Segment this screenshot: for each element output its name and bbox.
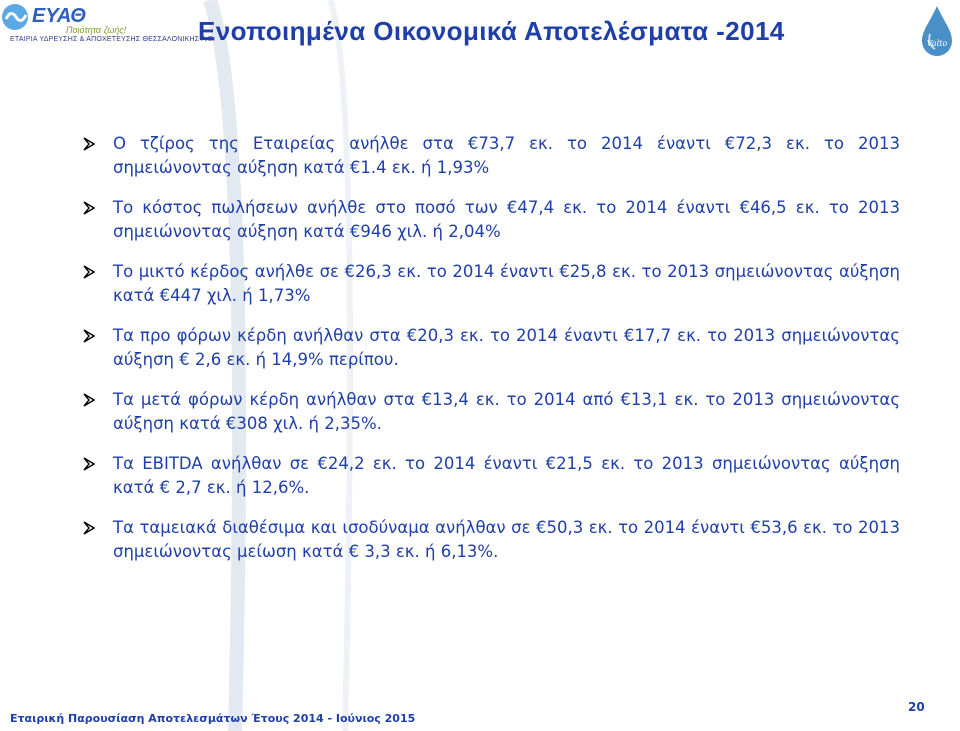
list-item-text: Τα προ φόρων κέρδη ανήλθαν στα €20,3 εκ. το 2014 έναντι €17,7 εκ. το 2013 σημειώνοντας αύξηση € 2,6 εκ. ή 14,9% περίπου. (113, 326, 900, 369)
arrow-bullet-icon (82, 393, 96, 407)
page-title: Ενοποιημένα Οικονομικά Αποτελέσματα -2014 (198, 16, 785, 46)
arrow-bullet-icon (82, 457, 96, 471)
results-list (80, 132, 900, 580)
list-item (80, 260, 900, 308)
water-drop-icon (918, 4, 956, 60)
footer-text: Εταιρική Παρουσίαση Αποτελεσμάτων Έτους 2014 - Ιούνιος 2015 (10, 712, 416, 725)
list-item-text: Ο τζίρος της Εταιρείας ανήλθε στα €73,7 εκ. το 2014 έναντι €72,3 εκ. το 2013 σημειώνοντας αύξηση κατά €1.4 εκ. ή 1,93% (113, 134, 900, 177)
list-item-text: Το κόστος πωλήσεων ανήλθε στο ποσό των €47,4 εκ. το 2014 έναντι €46,5 εκ. το 2013 σημειώνοντας αύξηση κατά €946 χιλ. ή 2,04% (113, 198, 900, 241)
logo-name: ΕΥΑΘ (32, 5, 86, 27)
arrow-bullet-icon (82, 329, 96, 343)
list-item (80, 388, 900, 436)
drop-label: Valto (926, 39, 948, 48)
arrow-bullet-icon (82, 137, 96, 151)
list-item-text: Τα EBITDA ανήλθαν σε €24,2 εκ. το 2014 έναντι €21,5 εκ. το 2013 σημειώνοντας αύξηση κατά € 2,7 εκ. ή 12,6%. (113, 454, 900, 497)
list-item-text: Το μικτό κέρδος ανήλθε σε €26,3 εκ. το 2014 έναντι €25,8 εκ. το 2013 σημειώνοντας αύξηση κατά €447 χιλ. ή 1,73% (113, 262, 900, 305)
logo-subtitle: ΕΤΑΙΡΙΑ ΥΔΡΕΥΣΗΣ & ΑΠΟΧΕΤΕΥΣΗΣ ΘΕΣΣΑΛΟΝΙΚΗΣ Α.Ε. (10, 36, 216, 43)
company-logo (0, 0, 216, 50)
list-item (80, 196, 900, 244)
arrow-bullet-icon (82, 201, 96, 215)
logo-tagline: Ποιότητα ζωής! (66, 25, 127, 35)
logo-mark (0, 0, 127, 36)
list-item (80, 452, 900, 500)
arrow-bullet-icon (82, 265, 96, 279)
page-number: 20 (908, 700, 925, 714)
list-item (80, 324, 900, 372)
list-item (80, 132, 900, 180)
list-item-text: Τα ταμειακά διαθέσιμα και ισοδύναμα ανήλθαν σε €50,3 εκ. το 2014 έναντι €53,6 εκ. το 2013 σημειώνοντας μείωση κατά € 3,3 εκ. ή 6,13%. (113, 518, 900, 561)
list-item (80, 516, 900, 564)
list-item-text: Τα μετά φόρων κέρδη ανήλθαν στα €13,4 εκ. το 2014 από €13,1 εκ. το 2013 σημειώνοντας αύξηση κατά €308 χιλ. ή 2,35%. (113, 390, 900, 433)
arrow-bullet-icon (82, 521, 96, 535)
